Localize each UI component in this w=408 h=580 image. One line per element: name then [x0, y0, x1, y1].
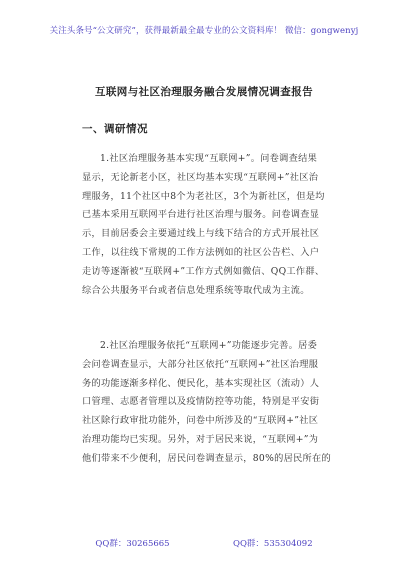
paragraph-line: 理服务，11个社区中8个为老社区，3个为新社区，但是均: [82, 190, 325, 202]
paragraph-line: 已基本采用互联网平台进行社区治理与服务。问卷调查显: [82, 209, 320, 221]
paragraph-line: 社区除行政审批功能外，问卷中所涉及的“互联网+”社区: [82, 415, 319, 427]
paragraph-line: 会问卷调查显示，大部分社区依托“互联网+”社区治理服: [82, 358, 319, 370]
paragraph-line: 工作，以往线下常规的工作方法例如的社区公告栏、入户: [82, 246, 320, 258]
section-heading: 一、调研情况: [82, 123, 148, 135]
paragraph-line: 显示，无论新老小区，社区均基本实现“互联网+”社区治: [82, 171, 319, 183]
paragraph-2: [82, 337, 350, 469]
paragraph-line: 务的功能逐渐多样化、便民化，基本实现社区（流动）人: [82, 377, 320, 389]
paragraph-line: 走访等逐渐被“互联网+”工作方式例如微信、QQ工作群、: [82, 265, 325, 277]
paragraph-line: 示，目前居委会主要通过线上与线下结合的方式开展社区: [82, 228, 320, 240]
paragraph-1: [82, 150, 350, 300]
footer-qq-group-2: QQ群：535304092: [233, 539, 313, 549]
paragraph-line: 综合公共服务平台或者信息处理系统等取代成为主流。: [82, 284, 310, 296]
paragraph-line: 1.社区治理服务基本实现“互联网+”。问卷调查结果: [100, 153, 318, 164]
paragraph-line: 他们带来不少便利，居民问卷调查显示，80%的居民所在的: [82, 452, 332, 464]
paragraph-line: 口管理、志愿者管理以及疫情防控等功能，特别是平安街: [82, 396, 320, 408]
paragraph-line: 治理功能均已实现。另外，对于居民来说，“互联网+”为: [82, 433, 319, 445]
paragraph-line: 2.社区治理服务依托“互联网+”功能逐步完善。居委: [100, 340, 318, 351]
document-title: 互联网与社区治理服务融合发展情况调查报告: [95, 86, 313, 98]
promo-banner: 关注头条号“公文研究”，获得最新最全最专业的公文资料库！ 微信：gongwenyj: [49, 26, 359, 36]
footer-qq-group-1: QQ群：30265665: [95, 539, 170, 549]
footer-contact: [0, 537, 408, 549]
